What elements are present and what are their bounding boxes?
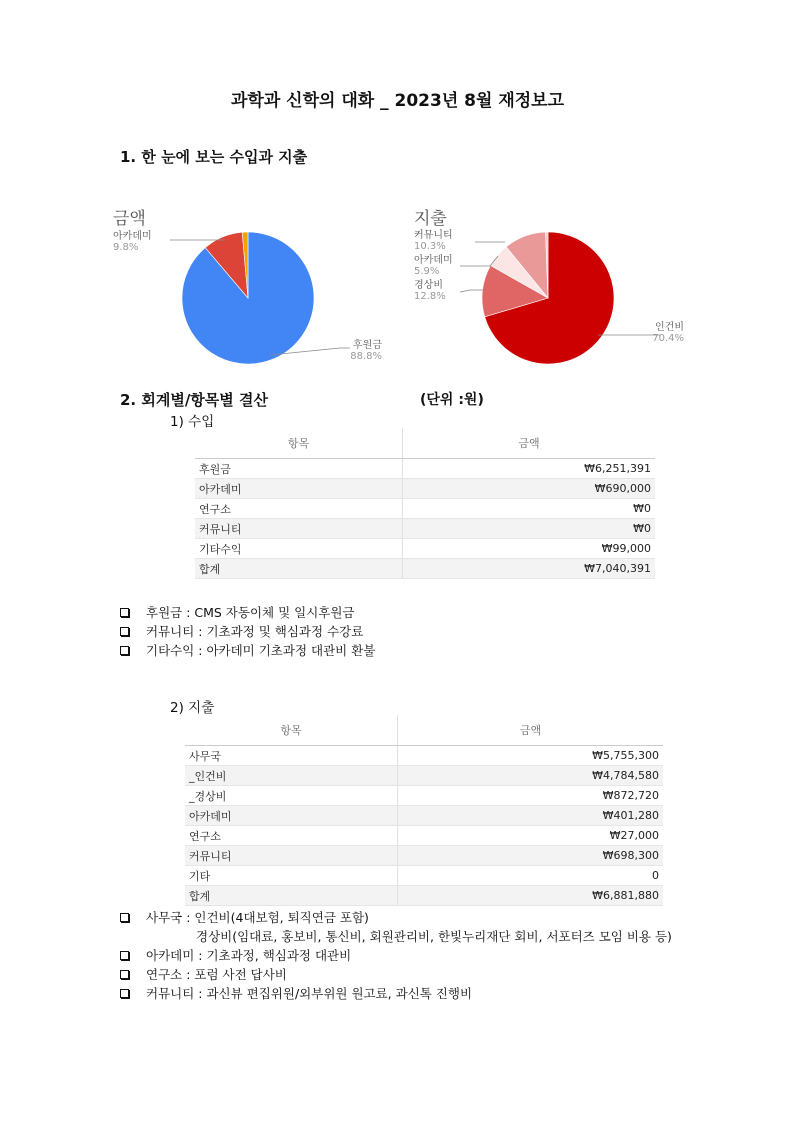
row-amount-cell: ₩0: [403, 499, 656, 519]
list-item: 사무국 : 인건비(4대보험, 퇴직연금 포함): [120, 908, 672, 927]
section1-heading: 1. 한 눈에 보는 수입과 지출: [120, 148, 308, 166]
table-row: [185, 886, 663, 906]
income-chart-title: 금액: [113, 209, 146, 229]
slice-pct-donation: 88.8%: [350, 351, 382, 362]
slice-pct-community: 10.3%: [414, 241, 446, 252]
row-amount-cell: ₩99,000: [403, 539, 656, 559]
slice-pct-personnel: 70.4%: [652, 333, 684, 344]
pie-label-academy: [113, 231, 152, 253]
slice-label-academy-exp: 아카데미: [414, 255, 453, 266]
table-row: [185, 746, 663, 766]
section2-heading: 2. 회계별/항목별 결산: [120, 391, 268, 409]
row-item-cell: 후원금: [195, 459, 403, 479]
row-item-cell: 합계: [195, 559, 403, 579]
table-row: [185, 866, 663, 886]
checkbox-bullet-icon: [120, 608, 129, 617]
income-notes: [120, 603, 375, 660]
pie-label-academy-exp: [414, 255, 453, 277]
list-item: 아카데미 : 기초과정, 핵심과정 대관비: [120, 946, 672, 965]
slice-pct-general: 12.8%: [414, 291, 446, 302]
row-item-cell: _경상비: [185, 786, 398, 806]
expense-chart-title: 지출: [414, 209, 447, 229]
list-item: 경상비(임대료, 홍보비, 통신비, 회원관리비, 한빛누리재단 회비, 서포터즈 모임 비용 등): [196, 929, 672, 944]
unit-label: (단위 :원): [420, 392, 484, 408]
pie-label-personnel: [630, 322, 684, 344]
list-item: 후원금 : CMS 자동이체 및 일시후원금: [120, 603, 375, 622]
row-item-cell: 연구소: [195, 499, 403, 519]
column-header-item: 항목: [195, 428, 403, 459]
row-amount-cell: ₩6,251,391: [403, 459, 656, 479]
income-table: [195, 428, 655, 579]
column-header-amount: 금액: [398, 715, 664, 746]
table-row: [185, 846, 663, 866]
column-header-item: 항목: [185, 715, 398, 746]
row-item-cell: 기타: [185, 866, 398, 886]
list-item: 연구소 : 포럼 사전 답사비: [120, 965, 672, 984]
column-header-amount: 금액: [403, 428, 656, 459]
row-item-cell: 아카데미: [185, 806, 398, 826]
slice-label-academy: 아카데미: [113, 231, 152, 242]
slice-label-community: 커뮤니티: [414, 230, 453, 241]
row-amount-cell: ₩7,040,391: [403, 559, 656, 579]
row-item-cell: 사무국: [185, 746, 398, 766]
slice-label-general: 경상비: [414, 280, 443, 291]
checkbox-bullet-icon: [120, 970, 129, 979]
table-row: [195, 499, 655, 519]
table-row: [185, 826, 663, 846]
pie-label-community: [414, 230, 453, 252]
row-amount-cell: 0: [398, 866, 664, 886]
expense-table-header: [185, 715, 663, 746]
table-row: [195, 519, 655, 539]
table-row: [195, 539, 655, 559]
row-item-cell: 아카데미: [195, 479, 403, 499]
row-amount-cell: ₩4,784,580: [398, 766, 664, 786]
expense-table: [185, 715, 663, 906]
row-amount-cell: ₩5,755,300: [398, 746, 664, 766]
table-row: [195, 459, 655, 479]
list-item: 커뮤니티 : 기초과정 및 핵심과정 수강료: [120, 622, 375, 641]
checkbox-bullet-icon: [120, 627, 129, 636]
slice-pct-academy-exp: 5.9%: [414, 266, 440, 277]
pie-label-donation: [330, 340, 382, 362]
row-amount-cell: ₩0: [403, 519, 656, 539]
label-leader-general: [460, 290, 485, 292]
slice-label-personnel: 인건비: [655, 322, 684, 333]
expense-notes: [120, 908, 672, 1003]
table-row: [185, 806, 663, 826]
slice-pct-academy: 9.8%: [113, 242, 139, 253]
row-item-cell: 합계: [185, 886, 398, 906]
list-item: 기타수익 : 아카데미 기초과정 대관비 환불: [120, 641, 375, 660]
list-item: 커뮤니티 : 과신뷰 편집위원/외부위원 원고료, 과신톡 진행비: [120, 984, 672, 1003]
checkbox-bullet-icon: [120, 646, 129, 655]
row-item-cell: 커뮤니티: [185, 846, 398, 866]
row-amount-cell: ₩27,000: [398, 826, 664, 846]
row-amount-cell: ₩6,881,880: [398, 886, 664, 906]
page-title: 과학과 신학의 대화 _ 2023년 8월 재정보고: [230, 91, 565, 111]
checkbox-bullet-icon: [120, 913, 129, 922]
table-row: [195, 559, 655, 579]
pie-label-general: [414, 280, 446, 302]
row-item-cell: _인건비: [185, 766, 398, 786]
checkbox-bullet-icon: [120, 989, 129, 998]
row-item-cell: 기타수익: [195, 539, 403, 559]
row-item-cell: 커뮤니티: [195, 519, 403, 539]
expense-heading: 2) 지출: [170, 700, 215, 716]
table-row: [195, 479, 655, 499]
row-amount-cell: ₩698,300: [398, 846, 664, 866]
row-amount-cell: ₩872,720: [398, 786, 664, 806]
row-item-cell: 연구소: [185, 826, 398, 846]
checkbox-bullet-icon: [120, 951, 129, 960]
row-amount-cell: ₩690,000: [403, 479, 656, 499]
income-table-header: [195, 428, 655, 459]
table-row: [185, 786, 663, 806]
table-row: [185, 766, 663, 786]
slice-label-donation: 후원금: [353, 340, 382, 351]
income-heading: 1) 수입: [170, 414, 215, 430]
row-amount-cell: ₩401,280: [398, 806, 664, 826]
